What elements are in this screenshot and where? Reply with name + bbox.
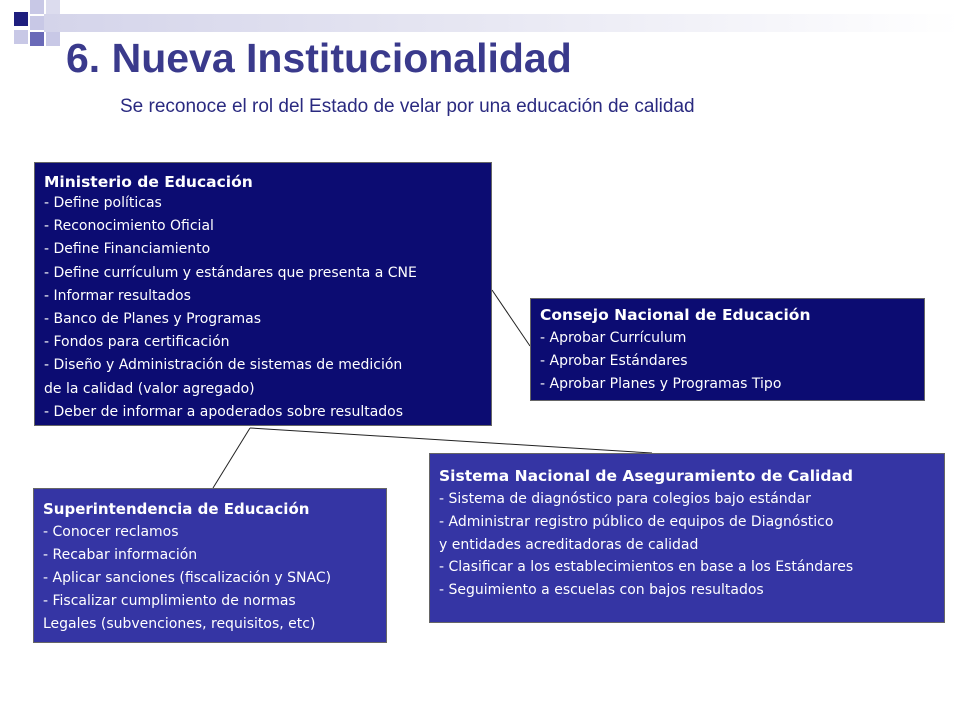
- list-item: - Reconocimiento Oficial: [44, 218, 214, 235]
- sistema-title: Sistema Nacional de Aseguramiento de Calidad: [439, 467, 853, 485]
- list-item: - Administrar registro público de equipos de Diagnóstico: [439, 513, 834, 530]
- ministerio-title: Ministerio de Educación: [44, 173, 253, 191]
- ministerio-list: [44, 192, 483, 424]
- list-item: - Define currículum y estándares que presenta a CNE: [44, 264, 417, 281]
- list-item: - Aprobar Planes y Programas Tipo: [540, 376, 782, 392]
- list-item: - Fiscalizar cumplimiento de normas: [43, 593, 296, 609]
- page-subtitle: Se reconoce el rol del Estado de velar por una educación de calidad: [120, 96, 695, 117]
- list-item: de la calidad (valor agregado): [44, 380, 255, 397]
- list-item: - Define políticas: [44, 195, 162, 211]
- list-item: - Sistema de diagnóstico para colegios bajo estándar: [439, 491, 811, 507]
- consejo-title: Consejo Nacional de Educación: [540, 306, 811, 324]
- list-item: y entidades acreditadoras de calidad: [439, 536, 699, 553]
- consejo-box: [530, 298, 925, 401]
- sistema-list: [439, 488, 940, 602]
- consejo-list: [540, 327, 916, 396]
- list-item: - Define Financiamiento: [44, 241, 211, 258]
- page-title: 6. Nueva Institucionalidad: [66, 35, 572, 81]
- sistema-box: [429, 453, 945, 623]
- list-item: - Clasificar a los establecimientos en base a los Estándares: [439, 559, 854, 576]
- connector-ministerio-sistema: [250, 428, 652, 453]
- ministerio-box: [34, 162, 492, 426]
- list-item: - Diseño y Administración de sistemas de medición: [44, 357, 403, 374]
- connector-ministerio-consejo: [492, 290, 530, 346]
- list-item: - Aplicar sanciones (fiscalización y SNAC): [43, 570, 332, 586]
- list-item: - Fondos para certificación: [44, 334, 230, 351]
- list-item: - Deber de informar a apoderados sobre resultados: [44, 403, 404, 420]
- connector-ministerio-superintendencia: [213, 428, 250, 488]
- list-item: - Seguimiento a escuelas con bajos resultados: [439, 582, 764, 599]
- superintendencia-title: Superintendencia de Educación: [43, 500, 310, 518]
- list-item: - Informar resultados: [44, 287, 191, 304]
- list-item: Legales (subvenciones, requisitos, etc): [43, 616, 316, 632]
- list-item: - Aprobar Currículum: [540, 330, 687, 346]
- superintendencia-list: [43, 521, 382, 636]
- list-item: - Conocer reclamos: [43, 524, 179, 540]
- list-item: - Aprobar Estándares: [540, 353, 688, 369]
- list-item: - Banco de Planes y Programas: [44, 311, 262, 328]
- superintendencia-box: [33, 488, 387, 643]
- list-item: - Recabar información: [43, 547, 198, 563]
